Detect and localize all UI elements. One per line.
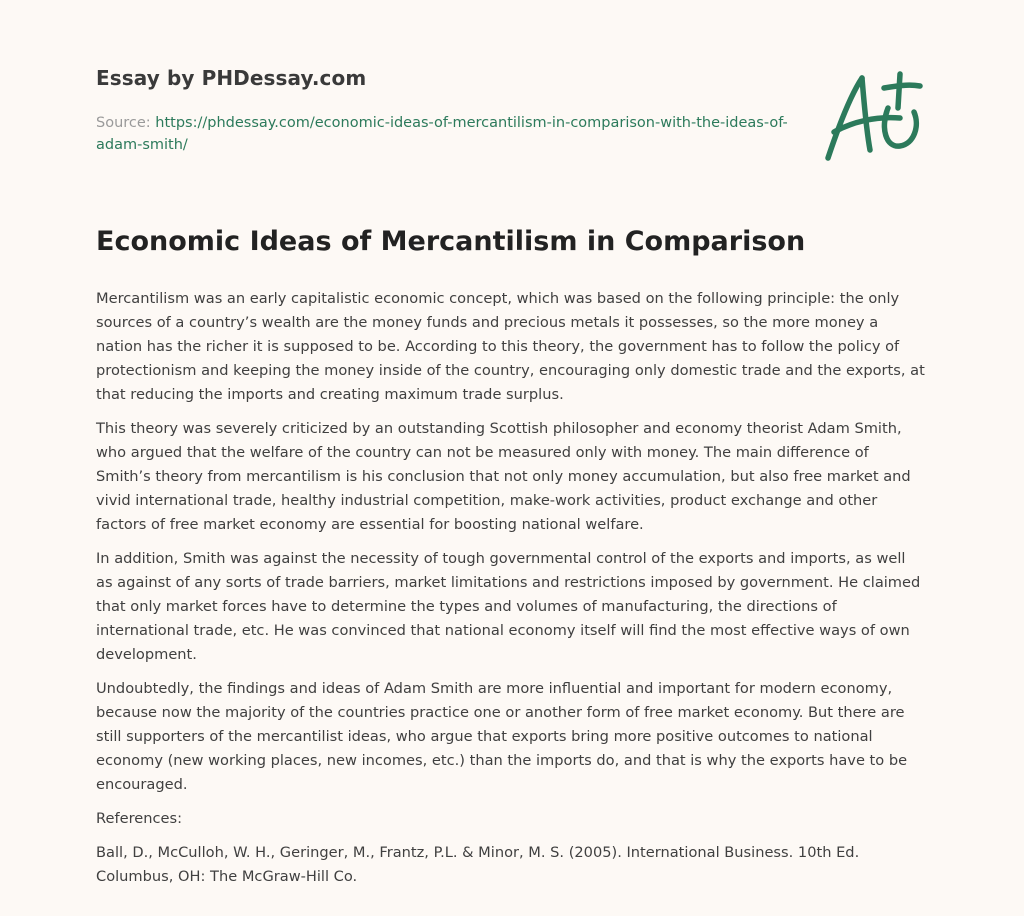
- paragraph: This theory was severely criticized by an outstanding Scottish philosopher and economy theorist Adam Smith, who argued that the welfare of the country can not be measured only with money. The main difference of Smith’s theory from mercantilism is his conclusion that not only money accumulation, but also free market and vivid international trade, healthy industrial competition, make-work activities, product exchange and other factors of free market economy are essential for boosting national welfare.: [96, 420, 911, 533]
- source-line: [96, 112, 796, 156]
- a-plus-logo-icon: [818, 66, 928, 166]
- references-heading: References:: [96, 810, 183, 827]
- paragraph: In addition, Smith was against the necessity of tough governmental control of the exports and imports, as well as against of any sorts of trade barriers, market limitations and restrictions imposed by government. He claimed that only market forces have to determine the types and volumes of manufacturing, the directions of international trade, etc. He was convinced that national economy itself will find the most effective ways of own development.: [96, 550, 921, 663]
- paragraph: Mercantilism was an early capitalistic economic concept, which was based on the following principle: the only sources of a country’s wealth are the money funds and precious metals it possesses, so the more money a nation has the richer it is supposed to be. According to this theory, the government has to follow the policy of protectionism and keeping the money inside of the country, encouraging only domestic trade and the exports, at that reducing the imports and creating maximum trade surplus.: [96, 290, 925, 403]
- site-brand: Essay by PHDessay.com: [96, 66, 367, 90]
- essay-title: Economic Ideas of Mercantilism in Comparison: [96, 226, 806, 257]
- essay-body: [96, 287, 926, 899]
- source-link[interactable]: https://phdessay.com/economic-ideas-of-mercantilism-in-comparison-with-the-ideas-of-adam-smith/: [96, 115, 788, 153]
- source-label: Source:: [96, 115, 156, 131]
- reference-item: Ball, D., McCulloh, W. H., Geringer, M., Frantz, P.L. & Minor, M. S. (2005). International Business. 10th Ed. Columbus, OH: The McGraw-Hill Co.: [96, 844, 860, 885]
- paragraph: Undoubtedly, the findings and ideas of Adam Smith are more influential and important for modern economy, because now the majority of the countries practice one or another form of free market economy. But there are still supporters of the mercantilist ideas, who argue that exports bring more positive outcomes to national economy (new working places, new incomes, etc.) than the imports do, and that is why the exports have to be encouraged.: [96, 680, 908, 793]
